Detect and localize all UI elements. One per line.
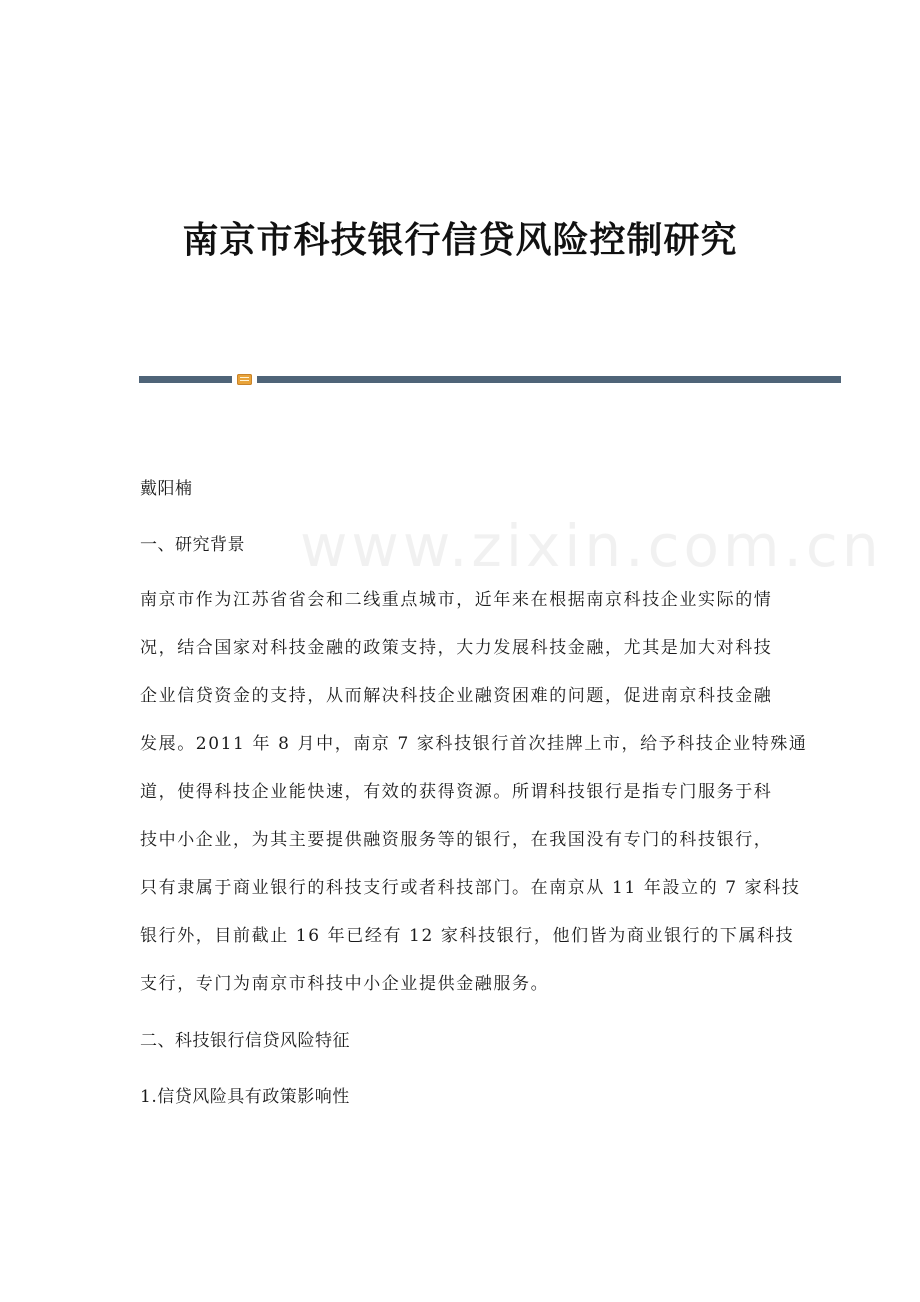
document-title: 南京市科技银行信贷风险控制研究 xyxy=(182,219,738,261)
paragraph-line: 发展。2011 年 8 月中，南京 7 家科技银行首次挂牌上市，给予科技企业特殊通 xyxy=(140,734,808,754)
section-heading-2: 二、科技银行信贷风险特征 xyxy=(140,1031,350,1051)
subsection-heading-1: 1.信贷风险具有政策影响性 xyxy=(140,1087,350,1107)
divider-right-segment xyxy=(257,376,841,383)
paragraph-line: 企业信贷资金的支持，从而解决科技企业融资困难的问题，促进南京科技金融 xyxy=(140,686,773,706)
paragraph-line: 支行，专门为南京市科技中小企业提供金融服务。 xyxy=(140,974,550,994)
paragraph-line: 南京市作为江苏省省会和二线重点城市，近年来在根据南京科技企业实际的情 xyxy=(140,590,773,610)
paragraph-line: 只有隶属于商业银行的科技支行或者科技部门。在南京从 11 年設立的 7 家科技 xyxy=(140,878,801,898)
author-name: 戴阳楠 xyxy=(140,479,193,499)
paragraph-line: 道，使得科技企业能快速，有效的获得资源。所谓科技银行是指专门服务于科 xyxy=(140,782,773,802)
document-icon xyxy=(237,374,252,385)
paragraph-line: 银行外，目前截止 16 年已经有 12 家科技银行，他们皆为商业银行的下属科技 xyxy=(140,926,795,946)
paragraph-line: 技中小企业，为其主要提供融资服务等的银行，在我国没有专门的科技银行， xyxy=(140,830,773,850)
section-heading-1: 一、研究背景 xyxy=(140,535,245,555)
title-divider xyxy=(139,375,841,383)
divider-left-segment xyxy=(139,376,232,383)
watermark: www.zixin.com.cn xyxy=(300,512,883,580)
paragraph-line: 况，结合国家对科技金融的政策支持，大力发展科技金融，尤其是加大对科技 xyxy=(140,638,773,658)
